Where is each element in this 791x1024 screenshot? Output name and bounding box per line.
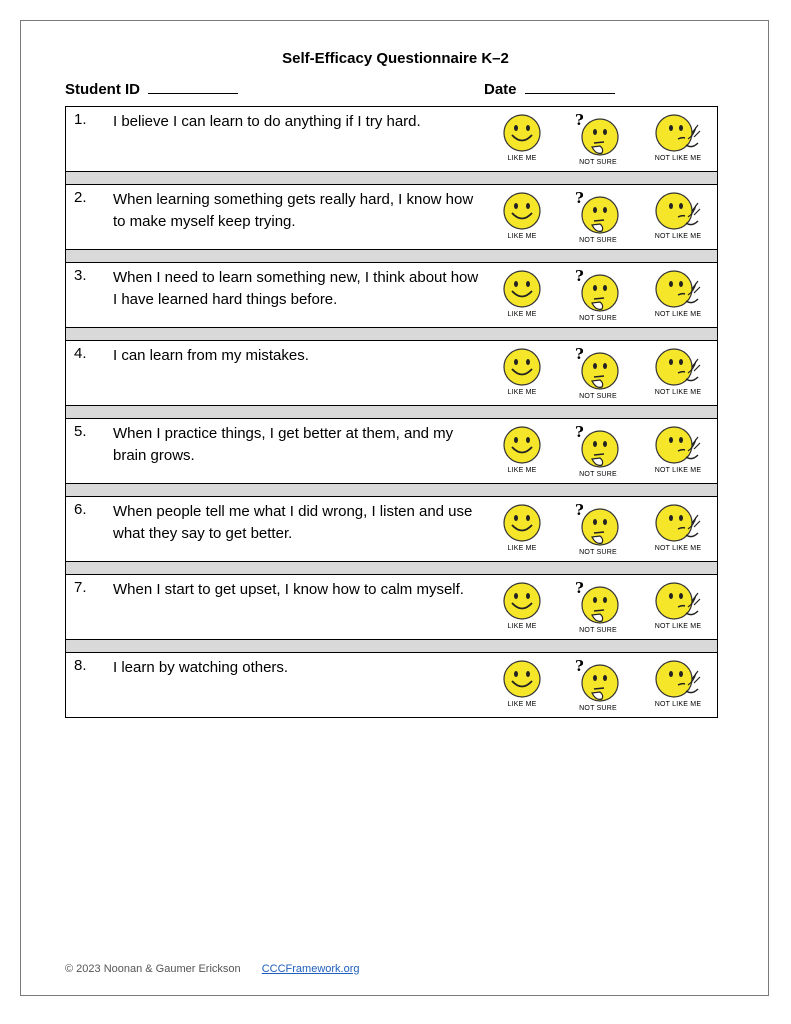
- svg-text:?: ?: [575, 659, 584, 675]
- question-row: [66, 497, 717, 561]
- like-me-option[interactable]: [492, 269, 552, 318]
- question-row: [66, 107, 717, 171]
- not-like-me-label: NOT LIKE ME: [654, 545, 702, 552]
- skeptical-face-icon: [652, 503, 704, 543]
- student-id-field: [65, 79, 238, 98]
- not-like-me-label: NOT LIKE ME: [654, 155, 702, 162]
- date-field: [484, 79, 615, 98]
- thinking-face-icon: [572, 269, 624, 313]
- svg-text:?: ?: [575, 191, 584, 207]
- question-row: [66, 419, 717, 483]
- thinking-face-icon: [572, 503, 624, 547]
- question-text: When I need to learn something new, I think about how I have learned hard things before.: [113, 269, 479, 308]
- question-number: 1.: [74, 111, 87, 128]
- question-text: I learn by watching others.: [113, 659, 289, 676]
- not-like-me-option[interactable]: [648, 191, 708, 240]
- not-sure-label: NOT SURE: [579, 627, 617, 634]
- svg-text:?: ?: [575, 503, 584, 519]
- not-sure-option[interactable]: [568, 191, 628, 244]
- not-like-me-option[interactable]: [648, 659, 708, 708]
- questionnaire-table: [65, 106, 718, 718]
- skeptical-face-icon: [652, 425, 704, 465]
- not-like-me-option[interactable]: [648, 113, 708, 162]
- not-sure-option[interactable]: [568, 425, 628, 478]
- like-me-option[interactable]: [492, 425, 552, 474]
- not-sure-label: NOT SURE: [579, 237, 617, 244]
- like-me-label: LIKE ME: [507, 623, 537, 630]
- like-me-label: LIKE ME: [507, 545, 537, 552]
- question-text: When people tell me what I did wrong, I listen and use what they say to get better.: [113, 503, 473, 542]
- not-sure-option[interactable]: [568, 269, 628, 322]
- svg-text:?: ?: [575, 269, 584, 285]
- happy-face-icon: [502, 113, 542, 153]
- like-me-label: LIKE ME: [507, 701, 537, 708]
- svg-text:?: ?: [575, 347, 584, 363]
- row-divider: [66, 171, 717, 185]
- not-like-me-label: NOT LIKE ME: [654, 389, 702, 396]
- like-me-option[interactable]: [492, 347, 552, 396]
- not-like-me-option[interactable]: [648, 269, 708, 318]
- question-number: 2.: [74, 189, 87, 206]
- svg-text:?: ?: [575, 581, 584, 597]
- question-row: [66, 185, 717, 249]
- skeptical-face-icon: [652, 659, 704, 699]
- date-label: Date: [484, 81, 517, 98]
- thinking-face-icon: [572, 425, 624, 469]
- question-text: When I start to get upset, I know how to calm myself.: [113, 581, 464, 598]
- not-like-me-label: NOT LIKE ME: [654, 233, 702, 240]
- svg-text:?: ?: [575, 425, 584, 441]
- student-id-label: Student ID: [65, 81, 140, 98]
- question-text: I believe I can learn to do anything if I try hard.: [113, 113, 421, 130]
- thinking-face-icon: [572, 581, 624, 625]
- happy-face-icon: [502, 581, 542, 621]
- question-number: 3.: [74, 267, 87, 284]
- thinking-face-icon: [572, 347, 624, 391]
- question-row: [66, 341, 717, 405]
- not-sure-label: NOT SURE: [579, 159, 617, 166]
- not-sure-option[interactable]: [568, 113, 628, 166]
- not-sure-label: NOT SURE: [579, 705, 617, 712]
- thinking-face-icon: [572, 659, 624, 703]
- question-number: 7.: [74, 579, 87, 596]
- footer: [65, 963, 360, 975]
- row-divider: [66, 561, 717, 575]
- skeptical-face-icon: [652, 113, 704, 153]
- question-text: When learning something gets really hard, I know how to make myself keep trying.: [113, 191, 474, 230]
- not-sure-label: NOT SURE: [579, 315, 617, 322]
- question-text: I can learn from my mistakes.: [113, 347, 309, 364]
- question-text: When I practice things, I get better at them, and my brain grows.: [113, 425, 454, 464]
- row-divider: [66, 405, 717, 419]
- like-me-option[interactable]: [492, 113, 552, 162]
- like-me-option[interactable]: [492, 659, 552, 708]
- not-sure-option[interactable]: [568, 347, 628, 400]
- not-like-me-label: NOT LIKE ME: [654, 311, 702, 318]
- row-divider: [66, 249, 717, 263]
- not-like-me-label: NOT LIKE ME: [654, 467, 702, 474]
- svg-text:?: ?: [575, 113, 584, 129]
- like-me-label: LIKE ME: [507, 233, 537, 240]
- not-like-me-label: NOT LIKE ME: [654, 623, 702, 630]
- like-me-label: LIKE ME: [507, 311, 537, 318]
- not-sure-label: NOT SURE: [579, 471, 617, 478]
- not-like-me-label: NOT LIKE ME: [654, 701, 702, 708]
- happy-face-icon: [502, 425, 542, 465]
- not-sure-option[interactable]: [568, 581, 628, 634]
- not-sure-option[interactable]: [568, 659, 628, 712]
- like-me-label: LIKE ME: [507, 155, 537, 162]
- thinking-face-icon: [572, 191, 624, 235]
- not-like-me-option[interactable]: [648, 503, 708, 552]
- row-divider: [66, 639, 717, 653]
- question-row: [66, 653, 717, 717]
- not-like-me-option[interactable]: [648, 425, 708, 474]
- happy-face-icon: [502, 347, 542, 387]
- skeptical-face-icon: [652, 581, 704, 621]
- not-sure-label: NOT SURE: [579, 393, 617, 400]
- question-row: [66, 575, 717, 639]
- skeptical-face-icon: [652, 191, 704, 231]
- copyright-text: © 2023 Noonan & Gaumer Erickson: [65, 963, 241, 975]
- skeptical-face-icon: [652, 347, 704, 387]
- happy-face-icon: [502, 191, 542, 231]
- framework-link[interactable]: CCCFramework.org: [261, 963, 360, 975]
- like-me-label: LIKE ME: [507, 467, 537, 474]
- happy-face-icon: [502, 503, 542, 543]
- not-sure-option[interactable]: [568, 503, 628, 556]
- skeptical-face-icon: [652, 269, 704, 309]
- date-blank[interactable]: [525, 79, 615, 94]
- student-id-blank[interactable]: [148, 79, 238, 94]
- question-number: 6.: [74, 501, 87, 518]
- happy-face-icon: [502, 659, 542, 699]
- not-like-me-option[interactable]: [648, 347, 708, 396]
- row-divider: [66, 327, 717, 341]
- like-me-option[interactable]: [492, 191, 552, 240]
- question-number: 4.: [74, 345, 87, 362]
- not-sure-label: NOT SURE: [579, 549, 617, 556]
- thinking-face-icon: [572, 113, 624, 157]
- page-title: Self-Efficacy Questionnaire K–2: [282, 50, 509, 67]
- like-me-label: LIKE ME: [507, 389, 537, 396]
- not-like-me-option[interactable]: [648, 581, 708, 630]
- question-row: [66, 263, 717, 327]
- like-me-option[interactable]: [492, 503, 552, 552]
- like-me-option[interactable]: [492, 581, 552, 630]
- happy-face-icon: [502, 269, 542, 309]
- row-divider: [66, 483, 717, 497]
- question-number: 5.: [74, 423, 87, 440]
- question-number: 8.: [74, 657, 87, 674]
